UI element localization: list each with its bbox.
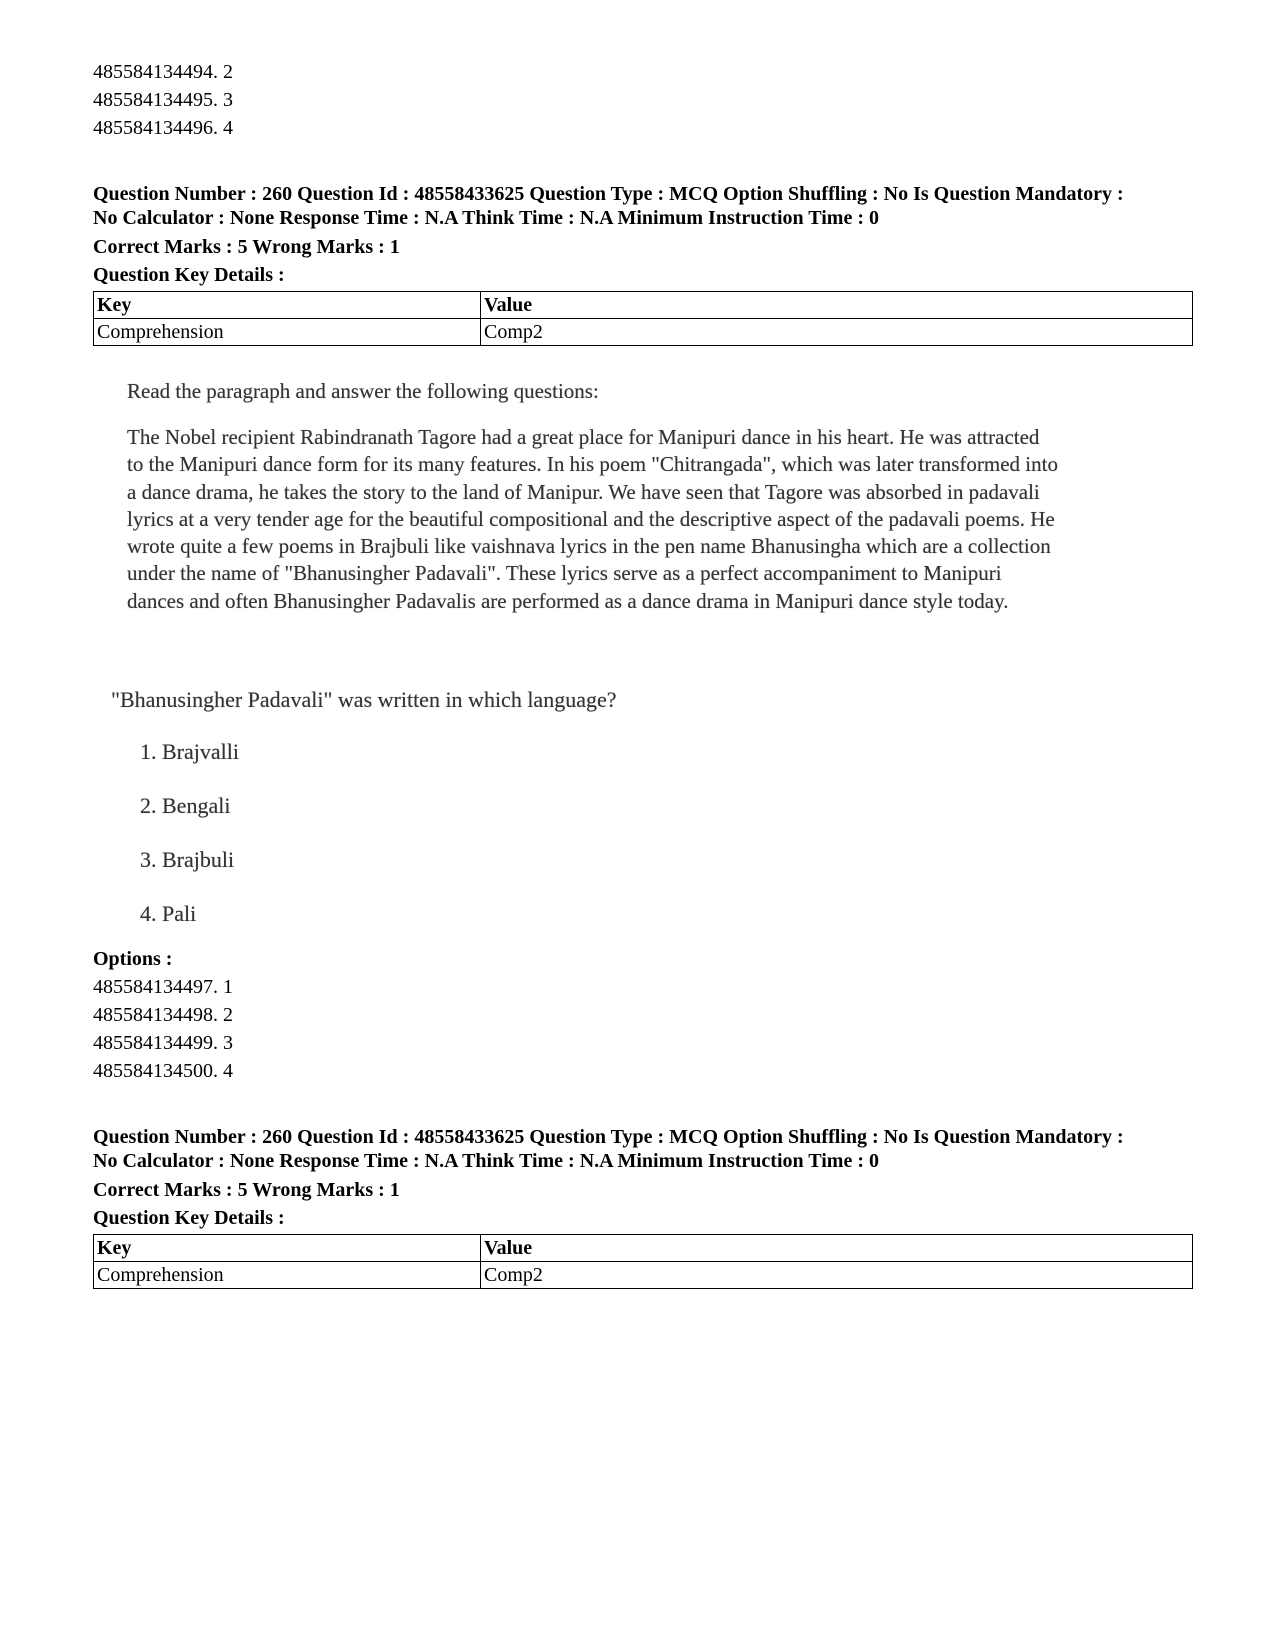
table-header-cell: Key xyxy=(94,1235,481,1262)
passage-line: to the Manipuri dance form for its many features. In his poem "Chitrangada", which was later transformed into xyxy=(127,452,1058,477)
table-cell: Comprehension xyxy=(94,1262,481,1289)
table-cell: Comp2 xyxy=(481,1262,1193,1289)
meta-line: Question Number : 260 Question Id : 48558433625 Question Type : MCQ Option Shuffling : No Is Question Mandatory : xyxy=(93,183,1124,205)
option-line: 485584134495. 3 xyxy=(93,89,233,111)
answer-choice: 4. Pali xyxy=(140,901,197,927)
answer-choices xyxy=(140,737,1193,929)
options-label: Options : xyxy=(93,948,173,971)
table-header-row xyxy=(94,292,1193,319)
option-line: 485584134498. 2 xyxy=(93,1004,233,1027)
passage-line: wrote quite a few poems in Brajbuli like vaishnava lyrics in the pen name Bhanusingha which are a collection xyxy=(127,534,1051,559)
answer-choice: 3. Brajbuli xyxy=(140,847,235,873)
table-header-cell: Value xyxy=(481,292,1193,319)
table-cell: Comprehension xyxy=(94,319,481,346)
option-line: 485584134496. 4 xyxy=(93,117,233,139)
table-header-cell: Key xyxy=(94,292,481,319)
option-line: 485584134499. 3 xyxy=(93,1032,233,1055)
table-header-row xyxy=(94,1235,1193,1262)
question-meta xyxy=(93,1125,1193,1173)
meta-line: No Calculator : None Response Time : N.A Think Time : N.A Minimum Instruction Time : 0 xyxy=(93,207,879,229)
meta-line: No Calculator : None Response Time : N.A Think Time : N.A Minimum Instruction Time : 0 xyxy=(93,1150,879,1173)
key-details-table xyxy=(93,1234,1193,1289)
table-cell: Comp2 xyxy=(481,319,1193,346)
answer-choice: 2. Bengali xyxy=(140,793,231,819)
table-row xyxy=(94,1262,1193,1289)
options-section xyxy=(93,945,1193,1085)
answer-choice: 1. Brajvalli xyxy=(140,739,239,765)
question-meta xyxy=(93,182,1193,230)
option-line: 485584134497. 1 xyxy=(93,976,233,999)
marks-line: Correct Marks : 5 Wrong Marks : 1 xyxy=(93,236,400,258)
passage-line: dances and often Bhanusingher Padavalis are performed as a dance drama in Manipuri dance style today. xyxy=(127,588,1009,613)
passage-intro: Read the paragraph and answer the following questions: xyxy=(127,379,599,403)
option-line: 485584134500. 4 xyxy=(93,1060,233,1083)
previous-options-list xyxy=(93,58,1193,142)
document-page xyxy=(93,58,1193,1289)
question-text: "Bhanusingher Padavali" was written in which language? xyxy=(111,687,617,713)
passage-line: The Nobel recipient Rabindranath Tagore had a great place for Manipuri dance in his heart. He was attracted xyxy=(127,425,1040,449)
passage-body xyxy=(127,424,1157,615)
table-row xyxy=(94,319,1193,346)
meta-line: Question Number : 260 Question Id : 48558433625 Question Type : MCQ Option Shuffling : No Is Question Mandatory : xyxy=(93,1126,1124,1149)
passage-line: a dance drama, he takes the story to the land of Manipur. We have seen that Tagore was absorbed in padavali xyxy=(127,479,1040,504)
table-header-cell: Value xyxy=(481,1235,1193,1262)
question-block xyxy=(93,182,1193,346)
option-line: 485584134494. 2 xyxy=(93,61,233,83)
marks-line: Correct Marks : 5 Wrong Marks : 1 xyxy=(93,1179,400,1202)
key-details-label: Question Key Details : xyxy=(93,264,285,286)
comprehension-passage xyxy=(127,376,1157,615)
key-details-table xyxy=(93,291,1193,346)
question-block xyxy=(93,1125,1193,1289)
passage-line: lyrics at a very tender age for the beautiful compositional and the descriptive aspect of the padavali poems. He xyxy=(127,506,1055,531)
passage-line: under the name of "Bhanusingher Padavali". These lyrics serve as a perfect accompaniment to Manipuri xyxy=(127,561,1002,586)
key-details-label: Question Key Details : xyxy=(93,1207,285,1230)
